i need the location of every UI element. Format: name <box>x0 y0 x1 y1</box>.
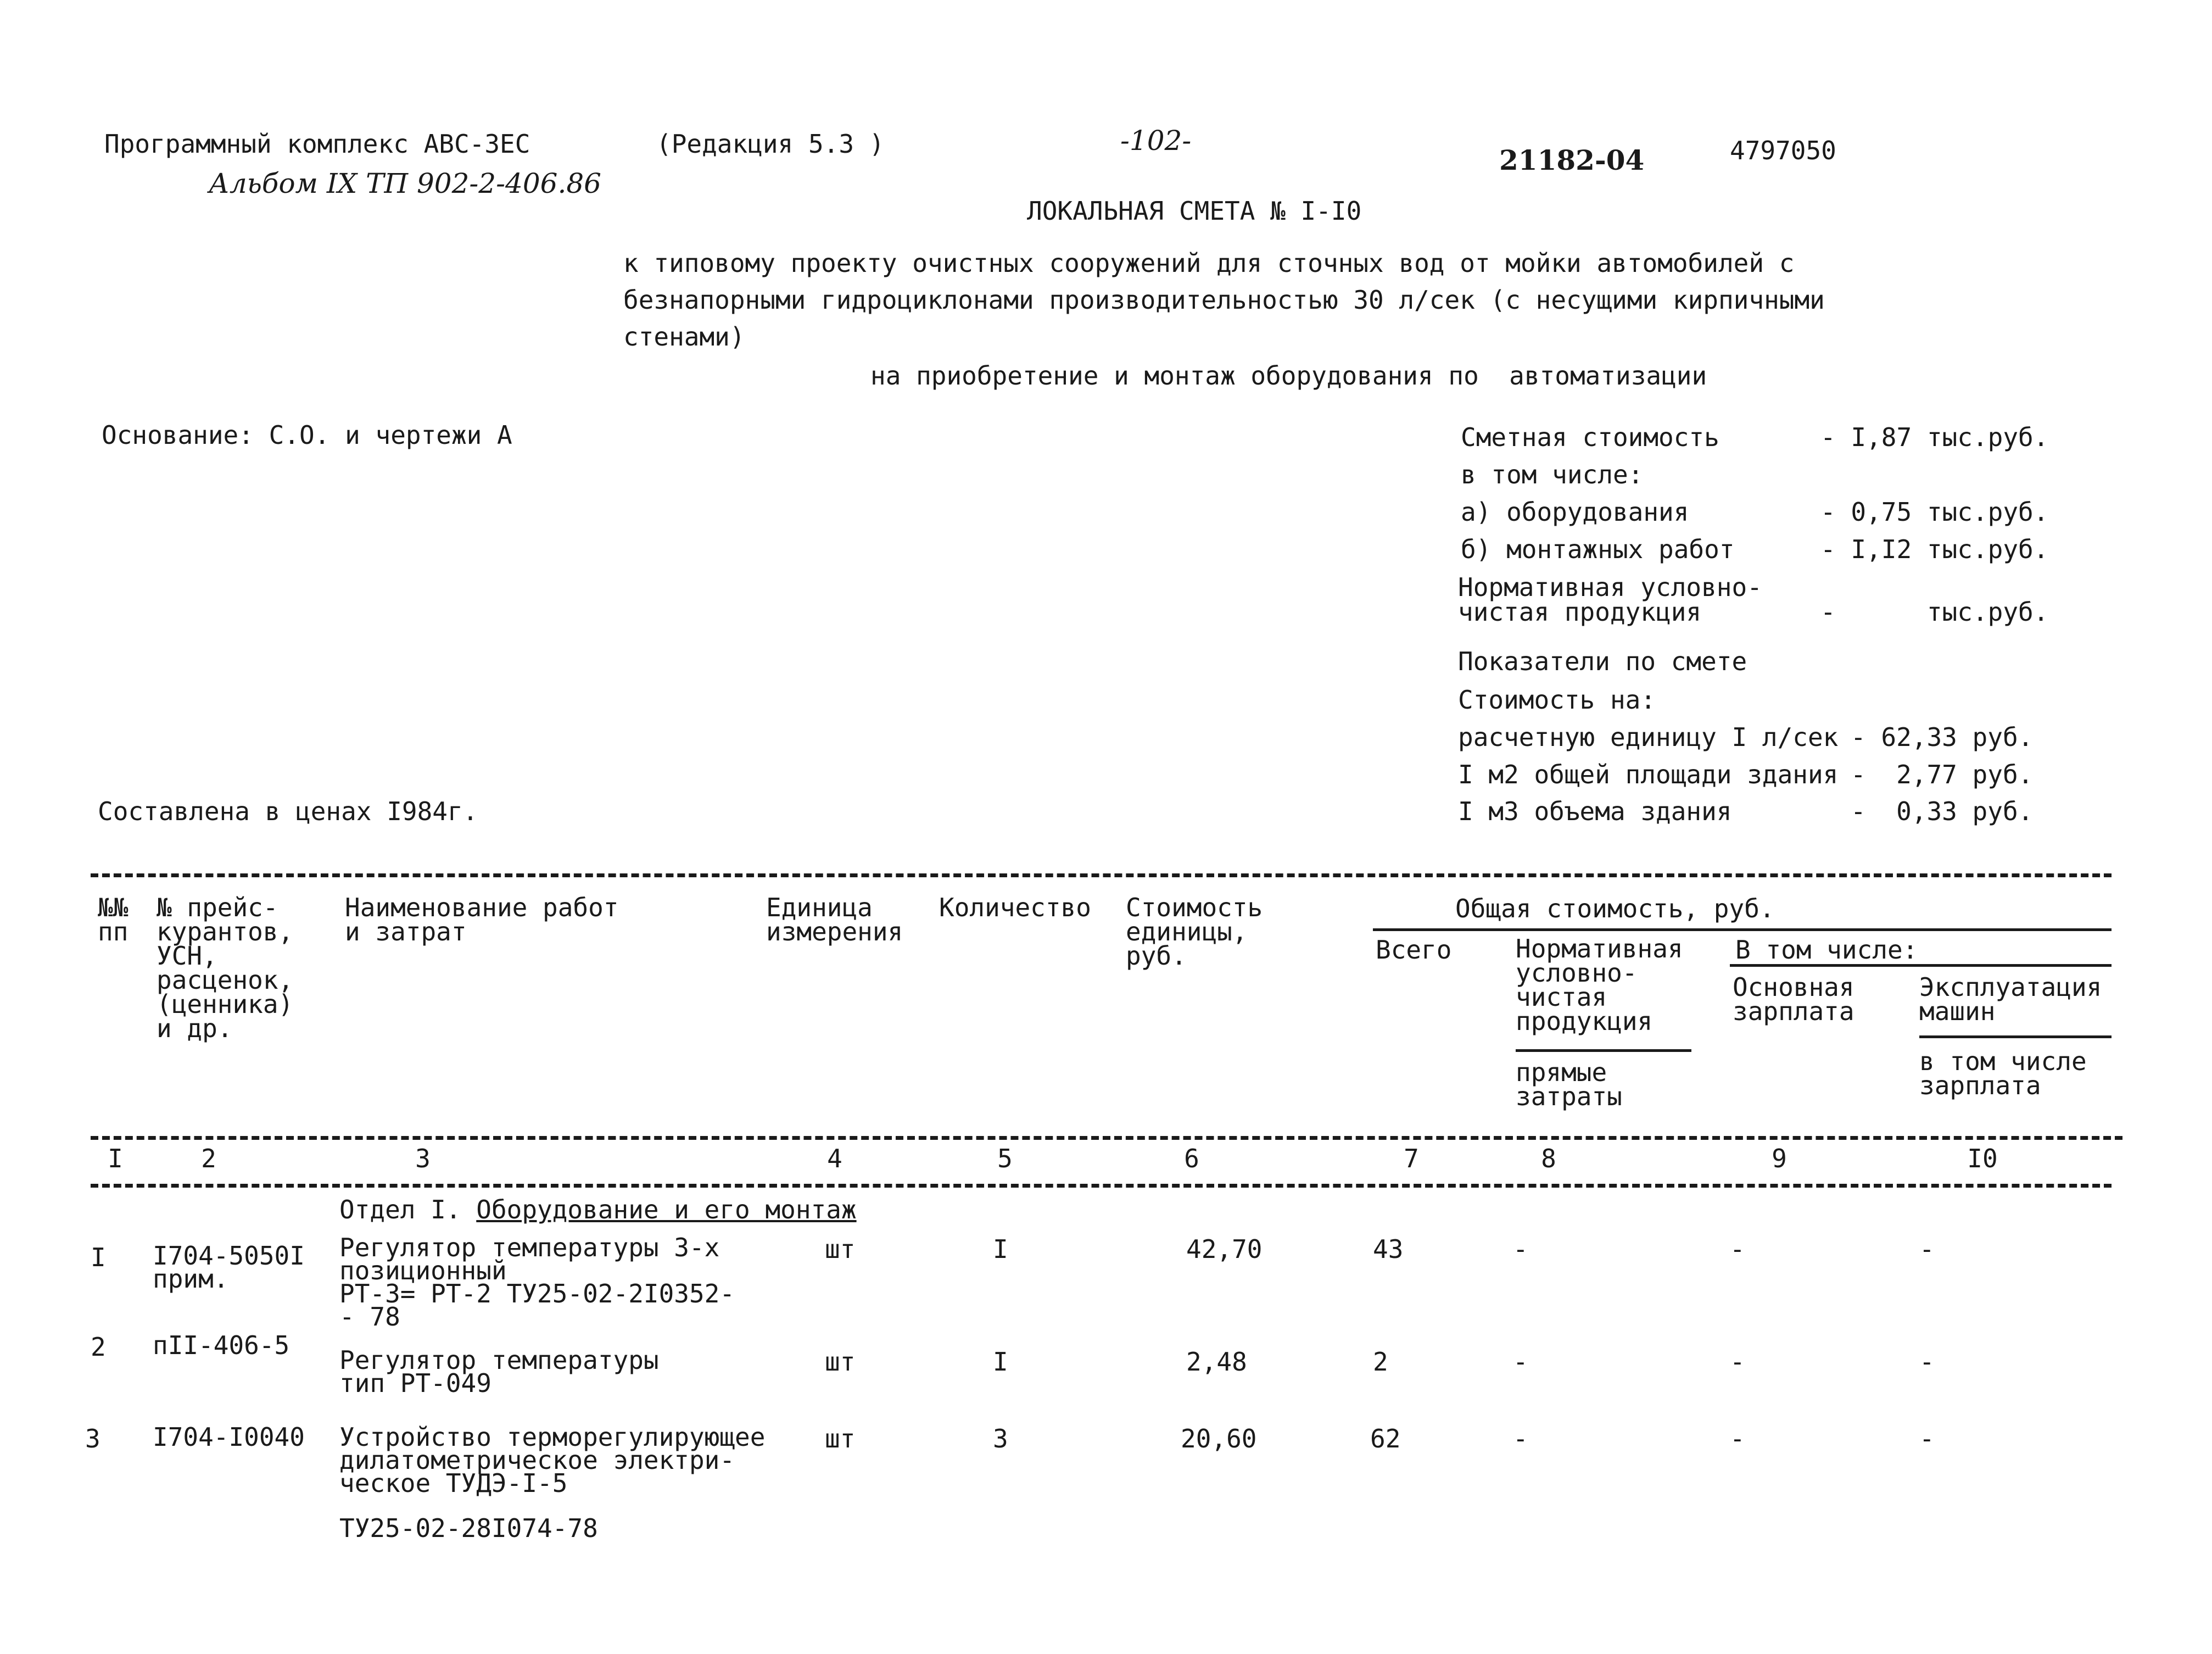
header-normative-product: Нормативная условно- чистая продукция <box>1516 934 1683 1036</box>
exploitation-sub-rule <box>1919 1035 2112 1038</box>
col-numbers-rule <box>91 1184 2112 1188</box>
normative-product: - <box>1513 1234 1528 1264</box>
column-number: 8 <box>1541 1144 1556 1173</box>
description-line-3: стенами) <box>623 322 745 352</box>
quantity: I <box>993 1234 1008 1264</box>
estimate-subject: на приобретение и монтаж оборудования по автоматизации <box>870 361 1707 391</box>
header-direct-costs: прямые затраты <box>1516 1057 1622 1111</box>
estimate-title: ЛОКАЛЬНАЯ СМЕТА № I-I0 <box>1027 196 1362 226</box>
spec-reference: ТУ25-02-28I074-78 <box>339 1513 598 1543</box>
column-number: 7 <box>1404 1144 1419 1173</box>
header-machine-operation: Эксплуатация машин <box>1919 972 2102 1026</box>
column-number: 9 <box>1772 1144 1787 1173</box>
column-number: 5 <box>997 1144 1013 1173</box>
summary-label: б) монтажных работ <box>1461 534 1735 564</box>
edition: (Редакция 5.3 ) <box>656 129 885 159</box>
unit-price: 20,60 <box>1181 1424 1257 1453</box>
header-total-cost-group: Общая стоимость, руб. <box>1455 894 1775 923</box>
indicator-label: I м3 объема здания <box>1458 797 1732 826</box>
header-work-name: Наименование работ и затрат <box>345 893 619 946</box>
machine-operation: - <box>1919 1424 1935 1453</box>
document-number: 4797050 <box>1730 136 1836 165</box>
description-line-1: к типовому проекту очистных сооружений для сточных вод от мойки автомобилей с <box>623 248 1795 278</box>
indicator-value: - 62,33 руб. <box>1851 722 2034 752</box>
quantity: 3 <box>993 1424 1008 1453</box>
indicator-label: расчетную единицу I л/сек <box>1458 722 1839 752</box>
unit-price: 2,48 <box>1186 1347 1247 1377</box>
unit: шт <box>825 1347 856 1377</box>
normative-product: - <box>1513 1424 1528 1453</box>
price-code: пII-406-5 <box>153 1330 290 1360</box>
header-row-number: №№ пп <box>98 893 129 946</box>
price-code: I704-I0040 <box>153 1422 305 1452</box>
unit: шт <box>825 1234 856 1264</box>
summary-value: - 0,75 тыс.руб. <box>1820 497 2049 527</box>
total: 2 <box>1373 1347 1388 1377</box>
summary-value: - I,I2 тыс.руб. <box>1820 534 2049 564</box>
machine-operation: - <box>1919 1347 1935 1377</box>
description-line-2: безнапорными гидроциклонами производительностью 30 л/сек (с несущими кирпичными <box>623 285 1825 315</box>
row-number: 2 <box>91 1332 106 1362</box>
indicator-value: - 2,77 руб. <box>1851 760 2034 789</box>
base-salary: - <box>1730 1347 1745 1377</box>
unit-price: 42,70 <box>1186 1234 1263 1264</box>
summary-label: Сметная стоимость <box>1461 422 1719 452</box>
header-bottom-rule <box>91 1136 2122 1140</box>
document-code: 21182-04 <box>1499 144 1645 176</box>
prices-year: Составлена в ценах I984г. <box>98 797 478 826</box>
price-code: I704-5050I прим. <box>153 1241 305 1294</box>
normative-sub-rule <box>1516 1049 1691 1052</box>
normative-label-1: Нормативная условно- <box>1458 572 1762 602</box>
base-salary: - <box>1730 1424 1745 1453</box>
total: 62 <box>1370 1424 1401 1453</box>
header-price-code: № прейс- курантов, УСН, расценок, (ценника) и др. <box>157 893 294 1043</box>
work-name: Регулятор температуры тип РТ-049 <box>339 1345 659 1398</box>
column-number: 2 <box>201 1144 216 1173</box>
row-number: I <box>91 1243 106 1272</box>
machine-operation: - <box>1919 1234 1935 1264</box>
cost-on-label: Стоимость на: <box>1458 685 1656 715</box>
basis: Основание: С.О. и чертежи А <box>102 420 512 450</box>
page-number: -102- <box>1120 125 1192 157</box>
normative-value: - тыс.руб. <box>1820 597 2049 627</box>
base-salary: - <box>1730 1234 1745 1264</box>
work-name: Регулятор температуры 3-х позиционный РТ-3= РТ-2 ТУ25-02-2I0352- - 78 <box>339 1233 735 1332</box>
column-number: 4 <box>827 1144 842 1173</box>
section-title: Отдел I. Оборудование и его монтаж <box>339 1195 857 1224</box>
header-incl-salary: в том числе зарплата <box>1919 1046 2087 1100</box>
summary-label: а) оборудования <box>1461 497 1689 527</box>
summary-value: - I,87 тыс.руб. <box>1820 422 2049 452</box>
program-name: Программный комплекс АВС-3ЕС <box>104 129 530 159</box>
total: 43 <box>1373 1234 1404 1264</box>
normative-label-2: чистая продукция <box>1458 597 1702 627</box>
work-name: Устройство терморегулирующее дилатометрическое электри- ческое ТУДЭ-I-5 <box>339 1422 766 1498</box>
indicator-value: - 0,33 руб. <box>1851 797 2034 826</box>
header-total: Всего <box>1376 935 1452 965</box>
normative-product: - <box>1513 1347 1528 1377</box>
group-header-rule <box>1373 928 2112 931</box>
column-number: 3 <box>415 1144 431 1173</box>
column-number: 6 <box>1184 1144 1199 1173</box>
header-unit: Единица измерения <box>766 893 903 946</box>
header-quantity: Количество <box>939 893 1091 922</box>
column-number: I0 <box>1967 1144 1998 1173</box>
indicators-title: Показатели по смете <box>1458 647 1747 676</box>
unit: шт <box>825 1424 856 1453</box>
summary-label: в том числе: <box>1461 460 1644 489</box>
row-number: 3 <box>85 1424 100 1453</box>
header-including: В том числе: <box>1735 935 1918 965</box>
header-unit-cost: Стоимость единицы, руб. <box>1126 893 1263 971</box>
table-top-rule <box>91 873 2112 877</box>
album-note: Альбом IX ТП 902-2-406.86 <box>209 168 601 199</box>
quantity: I <box>993 1347 1008 1377</box>
indicator-label: I м2 общей площади здания <box>1458 760 1839 789</box>
header-base-salary: Основная зарплата <box>1733 972 1854 1026</box>
column-number: I <box>108 1144 123 1173</box>
